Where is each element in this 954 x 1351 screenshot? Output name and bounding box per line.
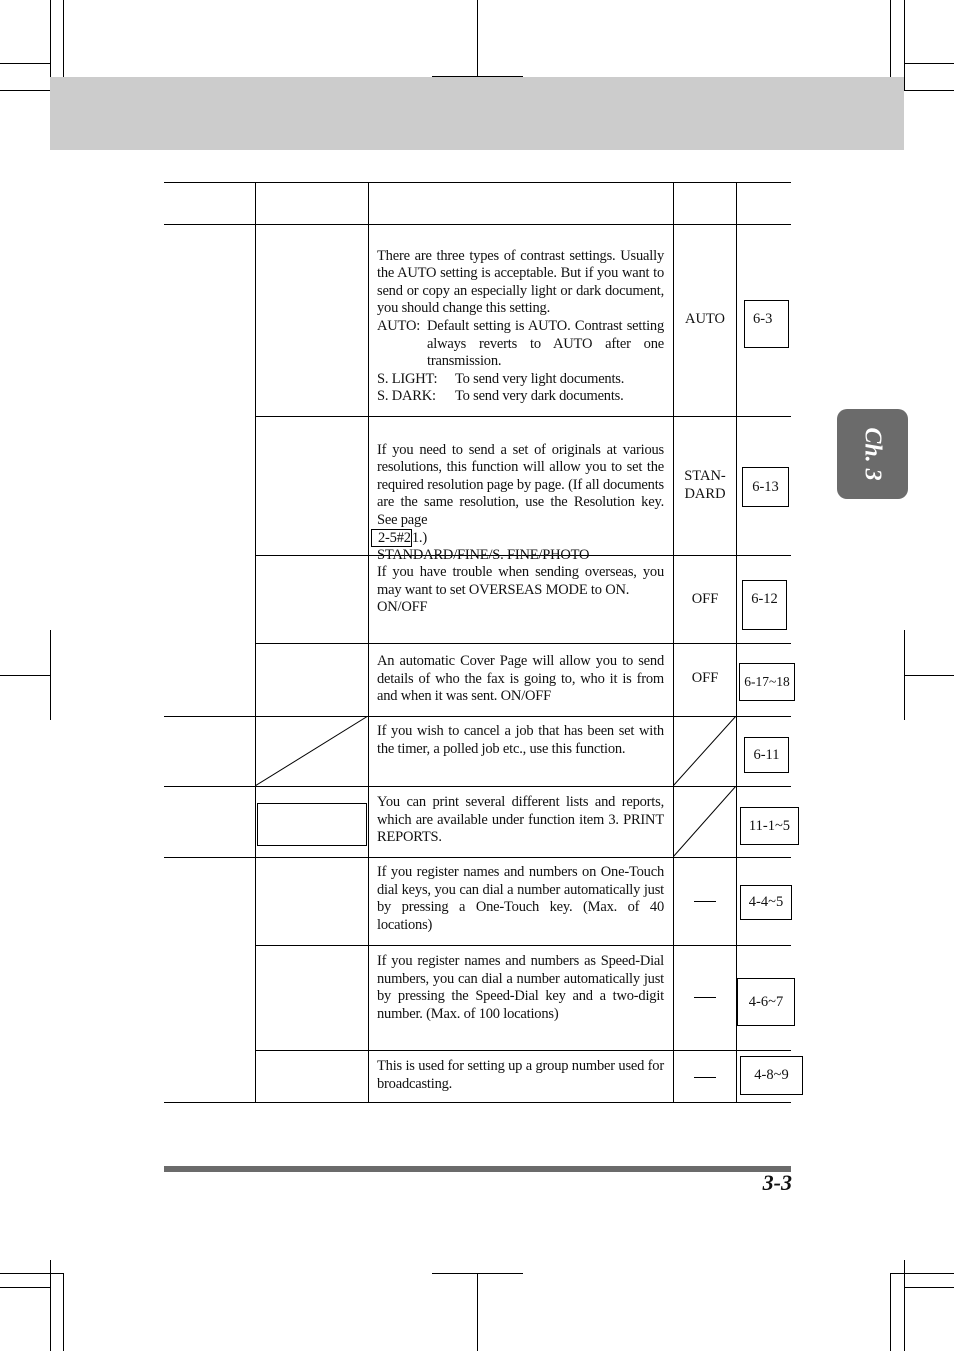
crop-mark (432, 1273, 523, 1274)
contrast-options (377, 318, 664, 406)
page-ref-box (740, 1056, 803, 1095)
option-line (377, 318, 664, 371)
table-rule (736, 182, 737, 1103)
row-description: This is used for setting up a group number used for broadcasting. (377, 1058, 664, 1092)
empty-label-box (257, 803, 367, 846)
crop-mark (904, 0, 905, 90)
page-ref-box (737, 978, 795, 1026)
crop-mark (890, 0, 891, 77)
page-ref-box (740, 807, 799, 845)
page-ref: 4-4~5 (748, 894, 784, 910)
row-description (377, 424, 664, 582)
page-ref-box (740, 885, 792, 920)
table-rule (164, 182, 791, 183)
chapter-tab (837, 409, 908, 499)
option-name: S. DARK: (377, 388, 436, 405)
page-ref: 4-6~7 (748, 993, 784, 1010)
page-ref-box (744, 300, 789, 348)
table-rule (164, 1102, 791, 1103)
crop-mark (904, 63, 954, 64)
default-setting: OFF (691, 591, 719, 607)
row-description: You can print several different lists and reports, which are available under function item 3. PRINT REPORTS. (377, 794, 664, 846)
setting-dash (694, 901, 716, 902)
crop-mark (890, 1273, 954, 1274)
table-rule (256, 643, 791, 644)
table-rule (255, 182, 256, 1103)
crop-mark (477, 0, 478, 77)
row-description: An automatic Cover Page will allow you to send details of who the fax is going to, who it is from and when it was sent. ON/OFF (377, 653, 664, 705)
page-ref-box (742, 467, 789, 507)
crop-mark (477, 1273, 478, 1351)
description-text: There are three types of contrast settings. Usually the AUTO setting is acceptable. But if you want to send or copy an especially light or dark document, you should change this setting. (377, 247, 664, 317)
page-ref-box (744, 737, 789, 773)
crop-mark (50, 630, 51, 720)
row-description: If you have trouble when sending overseas, you may want to set OVERSEAS MODE to ON. ON/OFF (377, 564, 664, 616)
option-line (377, 371, 664, 389)
page-ref-box (739, 663, 795, 701)
crop-mark (63, 0, 64, 77)
option-text: To send very dark documents. (455, 388, 624, 405)
inline-ref-box: 2-5#2 (371, 529, 412, 547)
chapter-tab-label: Ch. 3 (860, 427, 886, 481)
diagonal-slash (673, 786, 737, 858)
page-ref: 6-13 (752, 478, 779, 495)
table-rule (368, 182, 369, 1103)
row-description: If you register names and numbers on One-Touch dial keys, you can dial a number automatically just by pressing a One-Touch key. (Max. of 40 locations) (377, 864, 664, 933)
option-name: S. LIGHT: (377, 370, 438, 387)
crop-mark (0, 675, 50, 676)
option-text: Default setting is AUTO. Contrast setting always reverts to AUTO after one transmission. (427, 318, 664, 370)
crop-mark (904, 675, 954, 676)
crop-mark (0, 1287, 50, 1288)
crop-mark (63, 1273, 64, 1351)
options-line: STANDARD/FINE/S. FINE/PHOTO (377, 547, 590, 564)
option-text: To send very light documents. (455, 370, 625, 387)
row-description: If you register names and numbers as Speed-Dial numbers, you can dial a number automatically just by pressing the Speed-Dial key and a two-digit number. (Max. of 100 locations) (377, 953, 664, 1022)
default-setting: STAN- DARD (684, 468, 726, 502)
page-ref: 11-1~5 (748, 817, 791, 834)
row-description: If you wish to cancel a job that has been set with the timer, a polled job etc., use this function. (377, 723, 664, 757)
description-text: If you need to send a set of originals at various resolutions, this function will allow you to set the required resolution page by page. (If all documents are the same resolution, use the Resolution key. See page (377, 441, 664, 528)
default-setting: AUTO (684, 311, 725, 327)
page-ref: 4-8~9 (754, 1067, 789, 1083)
table-rule (256, 1050, 791, 1051)
option-line (377, 388, 664, 406)
page-ref: 6-3 (753, 311, 773, 327)
page-number: 3-3 (762, 1170, 792, 1195)
page-ref: 6-12 (751, 591, 778, 607)
description-text: 1.) (411, 529, 427, 546)
default-setting: OFF (691, 670, 719, 686)
crop-mark (0, 63, 50, 64)
footer-bar (164, 1166, 791, 1172)
crop-mark (890, 1273, 891, 1351)
diagonal-slash (255, 716, 369, 787)
setting-dash (694, 997, 716, 998)
header-band (50, 77, 904, 150)
table-rule (164, 224, 791, 225)
page-ref: 6-17~18 (744, 674, 790, 689)
diagonal-slash (673, 716, 737, 787)
table-rule (256, 416, 791, 417)
table-rule (256, 945, 791, 946)
setting-dash (694, 1077, 716, 1078)
row-description (377, 230, 664, 318)
crop-mark (0, 1273, 63, 1274)
crop-mark (904, 1287, 954, 1288)
page-ref: 6-11 (753, 746, 780, 763)
page-ref-box (742, 580, 787, 630)
option-name: AUTO: (377, 318, 421, 334)
